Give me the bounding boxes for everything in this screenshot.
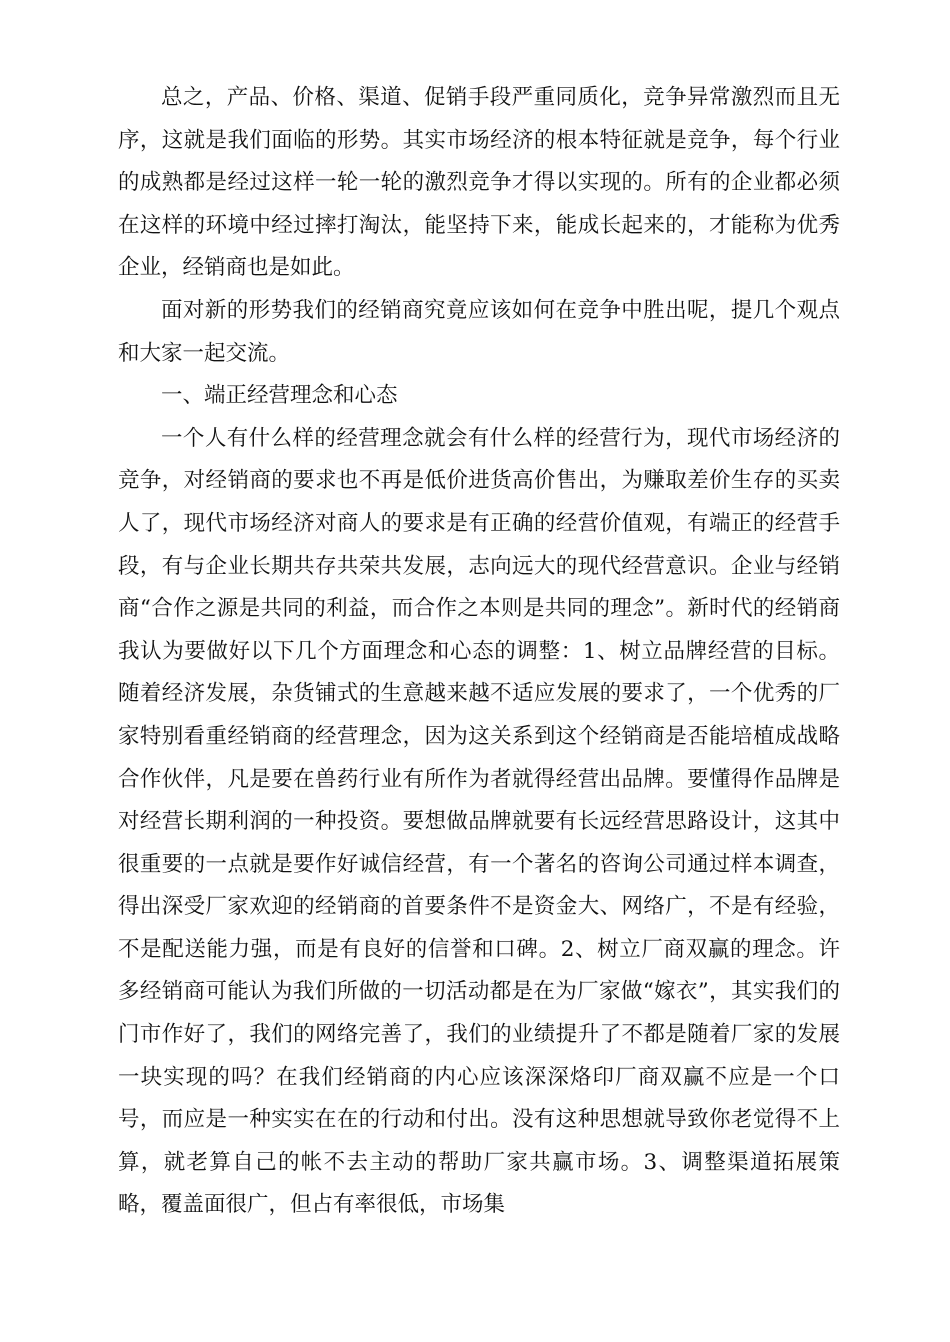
- paragraph-body: 一个人有什么样的经营理念就会有什么样的经营行为，现代市场经济的竞争，对经销商的要求也不再是低价进货高价售出，为赚取差价生存的买卖人了，现代市场经济对商人的要求是有正确的经营价值观，有端正的经营手段，有与企业长期共存共荣共发展，志向远大的现代经营意识。企业与经销商“合作之源是共同的利益，而合作之本则是共同的理念”。新时代的经销商我认为要做好以下几个方面理念和心态的调整：1、树立品牌经营的目标。随着经济发展，杂货铺式的生意越来越不适应发展的要求了，一个优秀的厂家特别看重经销商的经营理念，因为这关系到这个经销商是否能培植成战略合作伙伴，凡是要在兽药行业有所作为者就得经营出品牌。要懂得作品牌是对经营长期利润的一种投资。要想做品牌就要有长远经营思路设计，这其中很重要的一点就是要作好诚信经营，有一个著名的咨询公司通过样本调查，得出深受厂家欢迎的经销商的首要条件不是资金大、网络广，不是有经验，不是配送能力强，而是有良好的信誉和口碑。2、树立厂商双赢的理念。许多经销商可能认为我们所做的一切活动都是在为厂家做“嫁衣”，其实我们的门市作好了，我们的网络完善了，我们的业绩提升了不都是随着厂家的发展一块实现的吗？在我们经销商的内心应该深深烙印厂商双赢不应是一个口号，而应是一种实实在在的行动和付出。没有这种思想就导致你老觉得不上算，就老算自己的帐不去主动的帮助厂家共赢市场。3、调整渠道拓展策略，覆盖面很广，但占有率很低，市场集: [118, 425, 840, 1218]
- document-body: [118, 77, 840, 1227]
- section-heading: 一、端正经营理念和心态: [161, 383, 398, 409]
- paragraph-situation: 总之，产品、价格、渠道、促销手段严重同质化，竞争异常激烈而且无序，这就是我们面临的形势。其实市场经济的根本特征就是竞争，每个行业的成熟都是经过这样一轮一轮的激烈竞争才得以实现的。所有的企业都必须在这样的环境中经过摔打淘汰，能坚持下来，能成长起来的，才能称为优秀企业，经销商也是如此。: [118, 85, 840, 281]
- paragraph-intro: 面对新的形势我们的经销商究竟应该如何在竞争中胜出呢，提几个观点和大家一起交流。: [118, 297, 840, 366]
